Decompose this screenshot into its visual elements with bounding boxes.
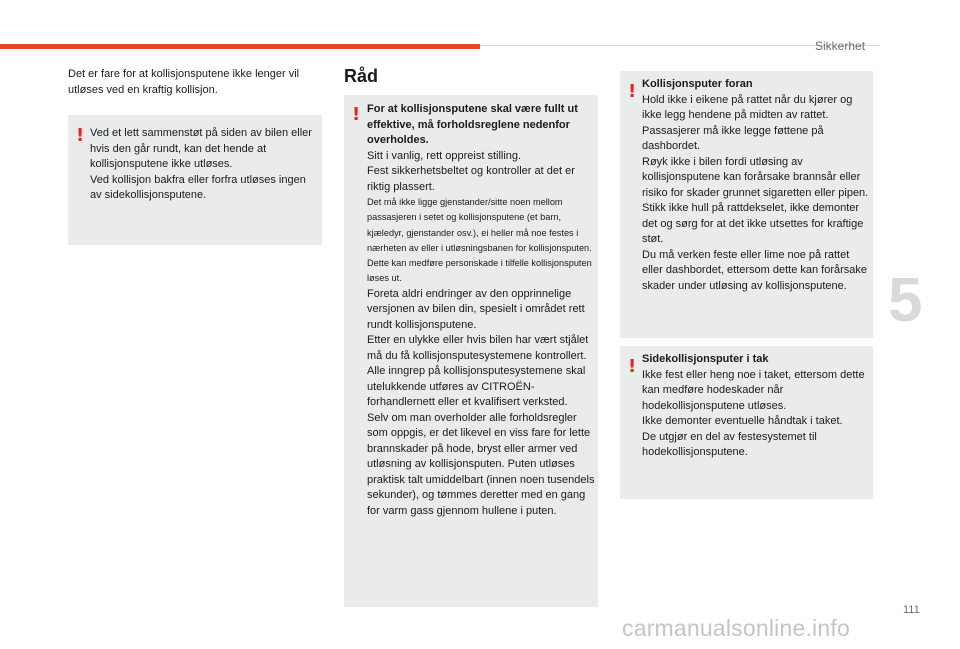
warning-box-advice [344, 95, 598, 607]
page-number: 111 [903, 604, 920, 616]
advice-line: Sitt i vanlig, rett oppreist stilling. [367, 149, 522, 162]
side-airbags-line: Ikke demonter eventuelle håndtak i taket. [642, 415, 843, 427]
advice-bold-title: For at kollisjonsputene skal være fullt ut effektive, må forholdsreglene nedenfor overholdes. [367, 103, 578, 146]
advice-small-print: Det må ikke ligge gjenstander/sitte noen mellom passasjeren i setet og kollisjonsputene (et barn, kjæledyr, gjenstander osv.), ei heller må noe festes i nærheten av eller i utløsningsbanen for kollisjonsputen. Dette kan medføre personskade i tilfelle kollisjonsputen løses ut. [367, 197, 592, 284]
advice-line: Alle inngrep på kollisjonsputesystemene skal utelukkende utføres av CITROËN-forhandlernett eller et kvalifisert verksted. [367, 365, 586, 409]
exclamation-warning-icon: ! [76, 125, 85, 146]
exclamation-warning-icon: ! [352, 104, 361, 125]
advice-line: Fest sikkerhetsbeltet og kontroller at det er riktig plassert. [367, 165, 575, 193]
warning-box-front-airbags [620, 71, 873, 338]
advice-line: Selv om man overholder alle forholdsregler som oppgis, er det likevel en viss fare for lette brannskader på hode, bryst eller armer ved utløsning av kollisjonsputen. Puten utløses praktisk talt umiddelbart (innen noen tusendels sekunder), og tømmes deretter med en gang for varm gass gjennom hullene i puten. [367, 411, 595, 517]
header-accent-bar [0, 44, 480, 49]
warning-box-side-airbags [620, 346, 873, 499]
side-airbags-line: Ikke fest eller heng noe i taket, ettersom dette kan medføre hodeskader når hodekollisjonsputene utløses. [642, 368, 865, 412]
side-airbags-line: De utgjør en del av festesystemet til hodekollisjonsputene. [642, 430, 817, 458]
warning-box-side-impact [68, 115, 322, 245]
advice-line: Etter en ulykke eller hvis bilen har vært stjålet må du få kollisjonsputesystemene kontrollert. [367, 334, 589, 362]
front-airbags-line: Du må verken feste eller lime noe på rattet eller dashbordet, ettersom dette kan forårsake skader under utløsing av kollisjonsputene. [642, 248, 868, 292]
advice-heading: Råd [344, 66, 379, 86]
exclamation-warning-icon: ! [628, 356, 637, 377]
chapter-number: 5 [888, 266, 923, 335]
front-airbags-line: Røyk ikke i bilen fordi utløsing av kollisjonsputene kan forårsake brannsår eller risiko for skader grunnet sigaretten eller pipen. [642, 155, 869, 199]
warning-line: Ved et lett sammenstøt på siden av bilen eller hvis den går rundt, kan det hende at kollisjonsputene ikke utløses. [90, 127, 312, 170]
front-airbags-line: Stikk ikke hull på rattdekselet, ikke demonter det og sørg for at det ikke utsettes for kraftige støt. [642, 202, 864, 245]
advice-line: Foreta aldri endringer av den opprinnelige versjonen av bilen din, spesielt i området rett rundt kollisjonsputene. [367, 287, 585, 331]
front-airbags-line: Passasjerer må ikke legge føttene på dashbordet. [642, 124, 824, 152]
front-airbags-line: Hold ikke i eikene på rattet når du kjører og ikke legg hendene på midten av rattet. [642, 93, 853, 121]
watermark: carmanualsonline.info [622, 615, 850, 641]
intro-text: Det er fare for at kollisjonsputene ikke lenger vil utløses ved en kraftig kollisjon. [68, 68, 300, 96]
side-airbags-title: Sidekollisjonsputer i tak [642, 353, 769, 365]
warning-line: Ved kollisjon bakfra eller forfra utløses ingen av sidekollisjonsputene. [90, 173, 306, 201]
section-title: Sikkerhet [815, 39, 866, 53]
exclamation-warning-icon: ! [628, 81, 637, 102]
front-airbags-title: Kollisjonsputer foran [642, 78, 753, 90]
